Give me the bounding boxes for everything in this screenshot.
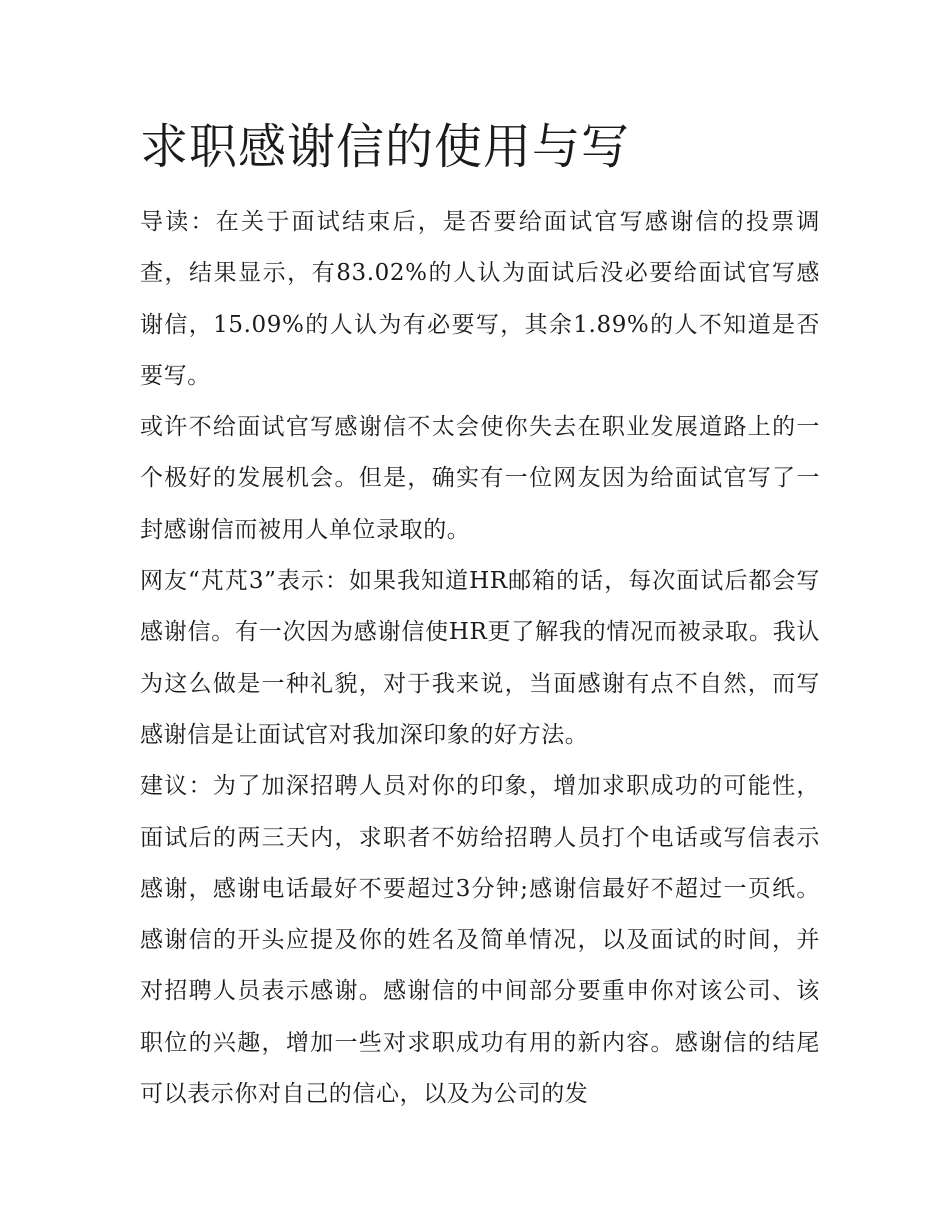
paragraph-opportunity: 或许不给面试官写感谢信不太会使你失去在职业发展道路上的一个极好的发展机会。但是，确实有一位网友因为给面试官写了一封感谢信而被用人单位录取的。 bbox=[140, 414, 820, 543]
paragraph-advice: 建议：为了加深招聘人员对你的印象，增加求职成功的可能性，面试后的两三天内，求职者不妨给招聘人员打个电话或写信表示感谢，感谢电话最好不要超过3分钟;感谢信最好不超过一页纸。感谢信的开头应提及你的姓名及简单情况，以及面试的时间，并对招聘人员表示感谢。感谢信的中间部分要重申你对该公司、该职位的兴趣，增加一些对求职成功有用的新内容。感谢信的结尾可以表示你对自己的信心，以及为公司的发 bbox=[140, 773, 820, 1108]
document-title: 求职感谢信的使用与写 bbox=[140, 119, 631, 175]
document-body bbox=[140, 197, 820, 1120]
paragraph-netizen-quote: 网友“芃芃3”表示：如果我知道HR邮箱的话，每次面试后都会写感谢信。有一次因为感谢信使HR更了解我的情况而被录取。我认为这么做是一种礼貌，对于我来说，当面感谢有点不自然，而写感谢信是让面试官对我加深印象的好方法。 bbox=[140, 568, 820, 748]
paragraph-intro: 导读：在关于面试结束后，是否要给面试官写感谢信的投票调查，结果显示，有83.02%的人认为面试后没必要给面试官写感谢信，15.09%的人认为有必要写，其余1.89%的人不知道是否要写。 bbox=[140, 209, 820, 389]
